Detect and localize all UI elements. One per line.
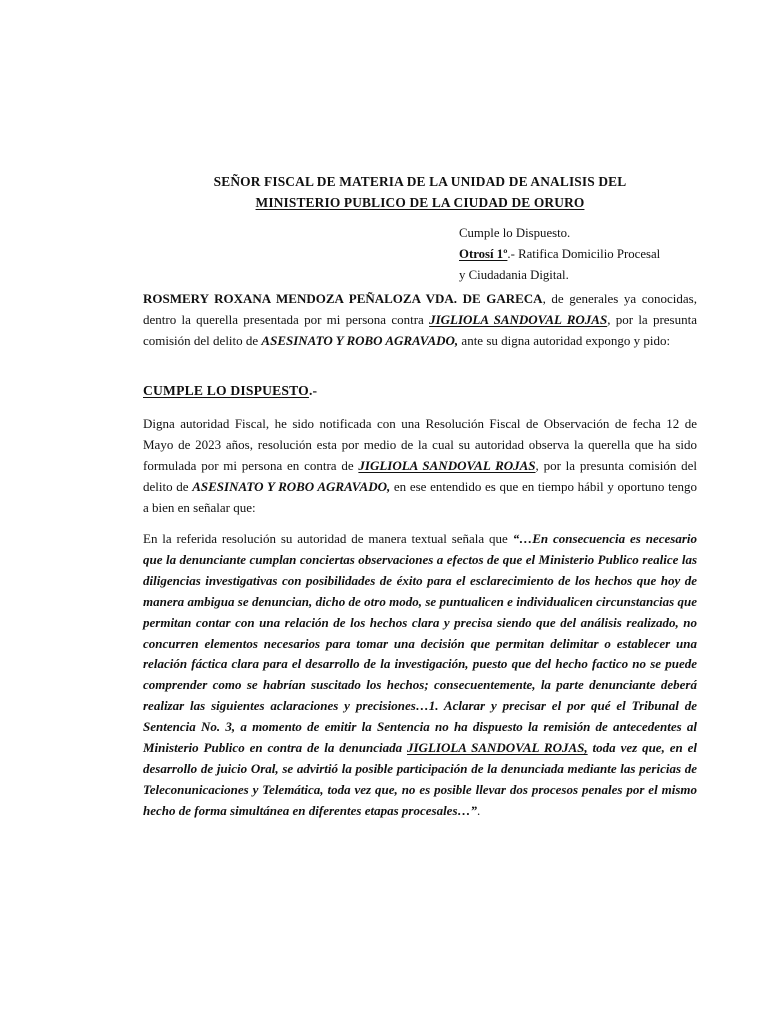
resolution-quote-end: toda vez que, en el desarrollo de juicio Oral, se advirtió la posible participación de la denunciada mediante las pericias de Teleconunicaciones y Telemática, toda vez que, no es posible llevar dos procesos penales por el mismo hecho de forma simultánea en diferentes etapas procesales…”	[143, 740, 698, 818]
crime-name: ASESINATO Y ROBO AGRAVADO,	[261, 333, 459, 348]
sumilla-line-3: y Ciudadania Digital.	[459, 268, 569, 282]
resolution-quote: “…En consecuencia es necesario que la denunciante cumplan conciertas observaciones a efectos de que el Ministerio Publico realice las diligencias investigativas con posibilidades de éxito para el esclarecimiento de los hechos que hoy de manera ambigua se denuncian, dicho de otro modo, se puntualicen e individualicen circunstancias que permitan contar con una relación de los hechos clara y precisa siendo que del análisis realizado, no concurren elementos necesarios para tomar una decisión que permitan delimitar o establecer una relación fáctica clara para el desarrollo de la investigación, puesto que del hecho factico no se puede comprender como se habrían suscitado los hechos; consecuentemente, la parte denunciante deberá realizar las siguientes aclaraciones y precisiones…1. Aclarar y precisar el por qué el Tribunal de Sentencia No. 3, a momento de emitir la Sentencia no ha dispuesto la remisión de antecedentes al Ministerio Publico en contra de la denunciada	[143, 531, 697, 756]
plaintiff-name: ROSMERY ROXANA MENDOZA PEÑALOZA VDA. DE GARECA	[143, 291, 543, 306]
document-title-line-1: SEÑOR FISCAL DE MATERIA DE LA UNIDAD DE ANALISIS DEL	[213, 174, 627, 189]
section-heading: CUMPLE LO DISPUESTO.-	[143, 383, 318, 398]
intro-paragraph: ROSMERY ROXANA MENDOZA PEÑALOZA VDA. DE GARECA, de generales ya conocidas, dentro la querella presentada por mi persona contra JIGLIOLA SANDOVAL ROJAS, por la presunta comisión del delito de ASESINATO Y ROBO AGRAVADO, ante su digna autoridad expongo y pido:	[143, 291, 698, 348]
paragraph-observation: Digna autoridad Fiscal, he sido notificada con una Resolución Fiscal de Observación de fecha 12 de Mayo de 2023 años, resolución esta por medio de la cual su autoridad observa la querella que ha sido formulada por mi persona en contra de JIGLIOLA SANDOVAL ROJAS, por la presunta comisión del delito de ASESINATO Y ROBO AGRAVADO, en ese entendido es que en tiempo hábil y oportuno tengo a bien en señalar que:	[143, 416, 697, 515]
sumilla-line-1: Cumple lo Dispuesto.	[459, 226, 571, 240]
accused-name: JIGLIOLA SANDOVAL ROJAS	[358, 458, 536, 473]
crime-name: ASESINATO Y ROBO AGRAVADO,	[192, 479, 391, 494]
paragraph-quotation: En la referida resolución su autoridad de manera textual señala que “…En consecuencia es necesario que la denunciante cumplan conciertas observaciones a efectos de que el Ministerio Publico realice las diligencias investigativas con posibilidades de éxito para el esclarecimiento de los hechos que hoy de manera ambigua se denuncian, dicho de otro modo, se puntualicen e individualicen circunstancias que permitan contar con una relación de los hechos clara y precisa siendo que del análisis realizado, no concurren elementos necesarios para tomar una decisión que permitan delimitar o establecer una relación fáctica clara para el desarrollo de la investigación, puesto que del hecho factico no se puede comprender como se habrían suscitado los hechos; consecuentemente, la parte denunciante deberá realizar las siguientes aclaraciones y precisiones…1. Aclarar y precisar el por qué el Tribunal de Sentencia No. 3, a momento de emitir la Sentencia no ha dispuesto la remisión de antecedentes al Ministerio Publico en contra de la denunciada JIGLIOLA SANDOVAL ROJAS, toda vez que, en el desarrollo de juicio Oral, se advirtió la posible participación de la denunciada mediante las pericias de Teleconunicaciones y Telemática, toda vez que, no es posible llevar dos procesos penales por el mismo hecho de forma simultánea en diferentes etapas procesales…”.	[143, 531, 698, 818]
accused-name: JIGLIOLA SANDOVAL ROJAS,	[407, 740, 588, 756]
sumilla-line-2: Otrosí 1º.- Ratifica Domicilio Procesal	[459, 247, 661, 261]
otrosi-label: Otrosí 1º	[459, 247, 508, 261]
document-title-line-2: MINISTERIO PUBLICO DE LA CIUDAD DE ORURO	[255, 195, 585, 210]
accused-name: JIGLIOLA SANDOVAL ROJAS	[429, 312, 608, 327]
